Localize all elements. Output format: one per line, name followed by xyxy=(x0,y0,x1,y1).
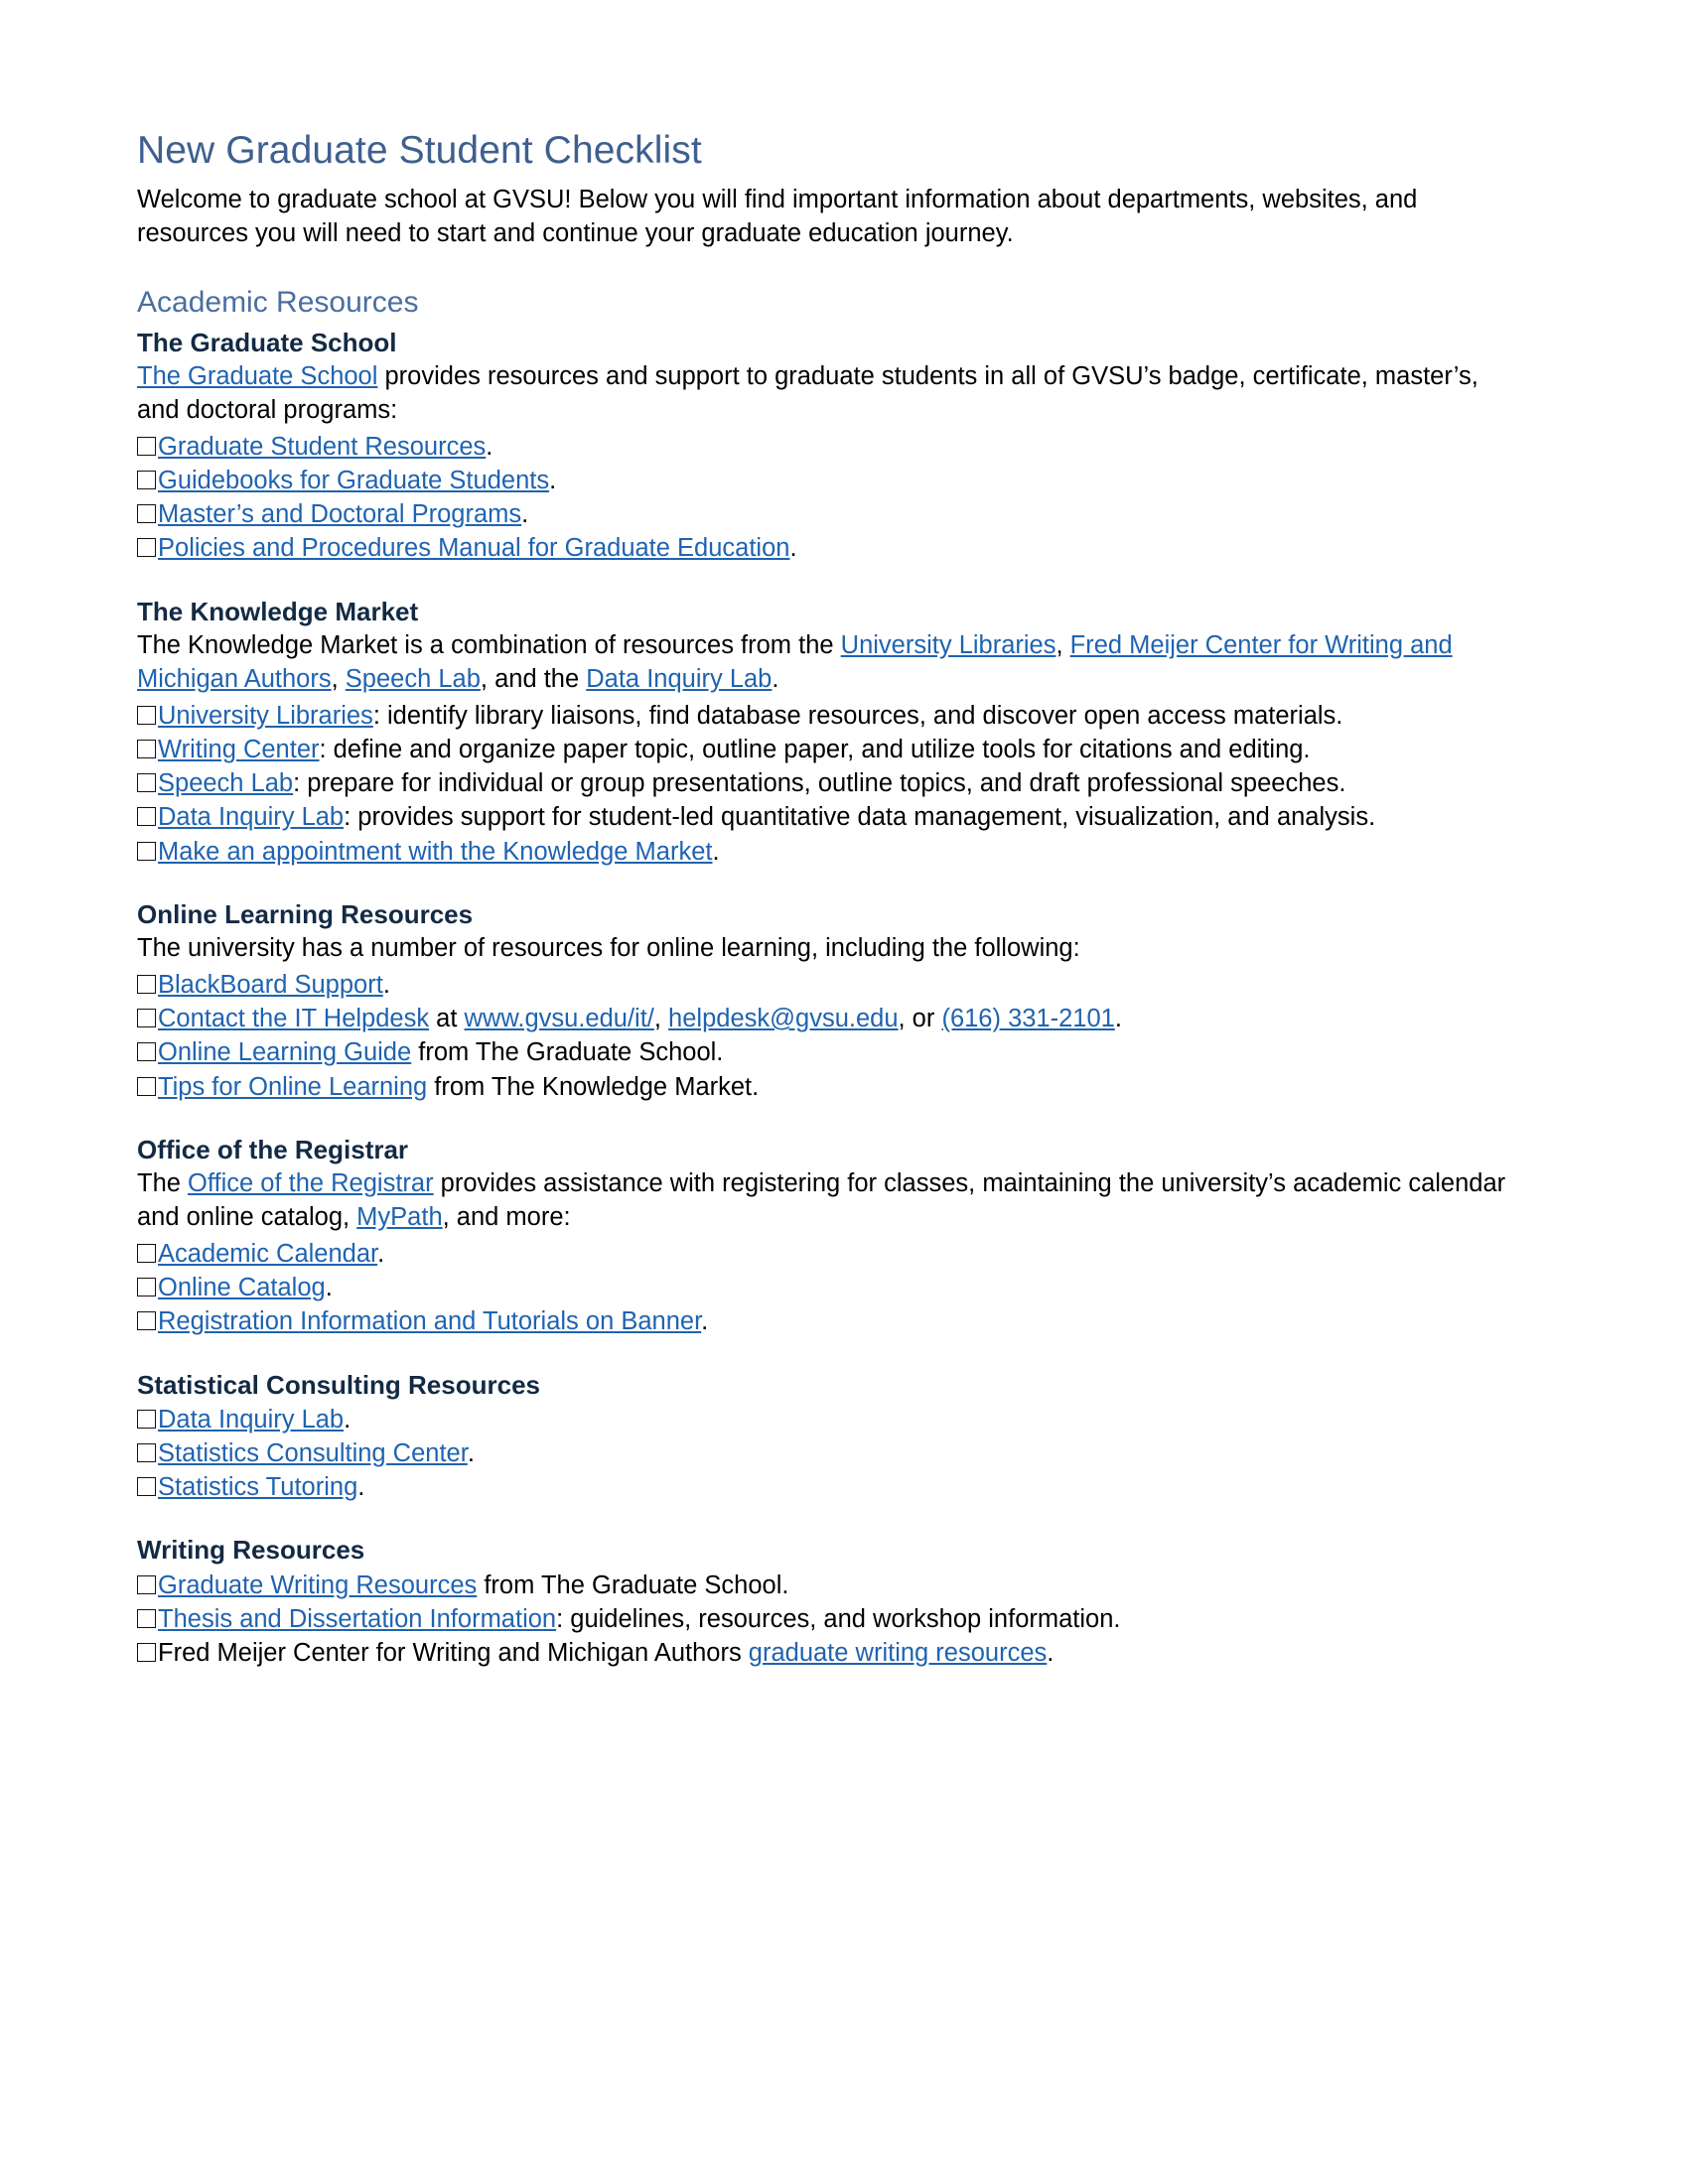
checkbox-icon[interactable] xyxy=(137,1575,156,1594)
list-item xyxy=(137,1271,1539,1304)
link-policies-and-procedures-manual[interactable]: Policies and Procedures Manual for Graduate Education xyxy=(158,534,790,563)
list-item-suffix: : define and organize paper topic, outline paper, and utilize tools for citations and editing. xyxy=(319,736,1311,764)
registrar-intro xyxy=(137,1167,1517,1235)
checkbox-icon[interactable] xyxy=(137,1443,156,1462)
helpdesk-text-3: , or xyxy=(898,1005,942,1033)
checklist-registrar xyxy=(137,1237,1539,1338)
list-item xyxy=(137,800,1539,834)
list-item-suffix: : provides support for student-led quantitative data management, visualization, and analysis. xyxy=(344,803,1376,832)
checkbox-icon[interactable] xyxy=(137,1643,156,1662)
checkbox-icon[interactable] xyxy=(137,740,156,758)
subheading-statistical-consulting-resources: Statistical Consulting Resources xyxy=(137,1369,540,1400)
list-item xyxy=(137,733,1539,766)
link-statistics-consulting-center[interactable]: Statistics Consulting Center xyxy=(158,1439,468,1468)
link-fred-meijer-center-for-writing[interactable]: Fred Meijer Center for Writing and Michigan Authors xyxy=(137,631,1453,693)
checkbox-icon[interactable] xyxy=(137,975,156,994)
list-item xyxy=(137,1070,1539,1104)
group-online-learning-resources xyxy=(137,898,1539,1104)
link-university-libraries-item[interactable]: University Libraries xyxy=(158,701,373,730)
knowledge-market-intro xyxy=(137,629,1517,697)
link-speech-lab[interactable]: Speech Lab xyxy=(345,665,481,693)
link-data-inquiry-lab-stats[interactable]: Data Inquiry Lab xyxy=(158,1406,345,1433)
list-item-suffix: . xyxy=(467,1439,475,1468)
helpdesk-text-4: . xyxy=(1114,1005,1122,1033)
checkbox-icon[interactable] xyxy=(137,471,156,489)
list-item-suffix: . xyxy=(377,1240,385,1269)
link-make-an-appointment[interactable]: Make an appointment with the Knowledge Market xyxy=(158,837,713,866)
list-item xyxy=(137,968,1539,1002)
link-university-libraries[interactable]: University Libraries xyxy=(840,631,1056,660)
checkbox-icon[interactable] xyxy=(137,706,156,725)
list-item xyxy=(137,1403,1539,1436)
link-speech-lab-item[interactable]: Speech Lab xyxy=(158,769,294,798)
list-item xyxy=(137,497,1539,531)
link-it-website[interactable]: www.gvsu.edu/it/ xyxy=(464,1005,654,1033)
list-item xyxy=(137,835,1539,869)
list-item-suffix: from The Graduate School. xyxy=(477,1570,789,1599)
checkbox-icon[interactable] xyxy=(137,1278,156,1297)
group-office-of-the-registrar xyxy=(137,1134,1539,1339)
checkbox-icon[interactable] xyxy=(137,1042,156,1061)
checkbox-icon[interactable] xyxy=(137,437,156,456)
list-item xyxy=(137,1035,1539,1069)
list-item xyxy=(137,531,1539,565)
list-item xyxy=(137,464,1539,497)
subheading-office-of-the-registrar: Office of the Registrar xyxy=(137,1134,409,1164)
link-masters-and-doctoral-programs[interactable]: Master’s and Doctoral Programs xyxy=(158,500,522,529)
list-item xyxy=(137,1002,1539,1035)
link-academic-calendar[interactable]: Academic Calendar xyxy=(158,1240,378,1269)
list-item-suffix: from The Graduate School. xyxy=(411,1038,724,1067)
list-item-suffix: . xyxy=(549,467,557,495)
section-heading-academic-resources: Academic Resources xyxy=(137,285,419,319)
link-online-catalog[interactable]: Online Catalog xyxy=(158,1274,326,1302)
checkbox-icon[interactable] xyxy=(137,1244,156,1263)
group-statistical-consulting-resources xyxy=(137,1369,1539,1505)
list-item-suffix: : identify library liaisons, find database resources, and discover open access materials. xyxy=(372,701,1343,730)
list-item-suffix: . xyxy=(521,500,529,529)
list-item xyxy=(137,1436,1539,1470)
km-intro-part2: , xyxy=(1055,631,1070,660)
registrar-intro-part1: The xyxy=(137,1169,189,1198)
checklist-graduate-school xyxy=(137,430,1539,566)
link-mypath[interactable]: MyPath xyxy=(356,1203,443,1232)
link-contact-it-helpdesk[interactable]: Contact the IT Helpdesk xyxy=(158,1005,430,1033)
page-title: New Graduate Student Checklist xyxy=(137,129,702,172)
link-fred-meijer-graduate-writing-resources[interactable]: graduate writing resources xyxy=(748,1639,1048,1668)
list-item-suffix: . xyxy=(357,1473,365,1502)
list-item-suffix: . xyxy=(712,837,720,866)
checkbox-icon[interactable] xyxy=(137,842,156,861)
graduate-school-intro xyxy=(137,360,1517,428)
link-writing-center[interactable]: Writing Center xyxy=(158,736,320,764)
list-item xyxy=(137,766,1539,800)
list-item-suffix: from The Knowledge Market. xyxy=(427,1072,760,1101)
link-data-inquiry-lab[interactable]: Data Inquiry Lab xyxy=(586,665,773,693)
checklist-online-learning xyxy=(137,968,1539,1104)
list-item xyxy=(137,1636,1539,1670)
list-item-suffix: : guidelines, resources, and workshop information. xyxy=(556,1605,1121,1634)
link-statistics-tutoring[interactable]: Statistics Tutoring xyxy=(158,1473,358,1502)
registrar-intro-part3: , and more: xyxy=(442,1203,571,1232)
list-item xyxy=(137,1237,1539,1271)
subheading-the-graduate-school: The Graduate School xyxy=(137,327,397,357)
link-office-of-the-registrar[interactable]: Office of the Registrar xyxy=(188,1169,434,1198)
list-item xyxy=(137,1304,1539,1338)
group-knowledge-market xyxy=(137,596,1539,869)
link-blackboard-support[interactable]: BlackBoard Support xyxy=(158,971,383,1000)
online-learning-intro: The university has a number of resources for online learning, including the following: xyxy=(137,934,1080,963)
list-item-suffix: . xyxy=(325,1274,333,1302)
link-helpdesk-email[interactable]: helpdesk@gvsu.edu xyxy=(668,1005,899,1033)
group-writing-resources xyxy=(137,1534,1539,1670)
checkbox-icon[interactable] xyxy=(137,1311,156,1330)
checkbox-icon[interactable] xyxy=(137,1009,156,1027)
checklist-statistical-consulting xyxy=(137,1403,1539,1504)
list-item-suffix: . xyxy=(382,971,390,1000)
subheading-writing-resources: Writing Resources xyxy=(137,1535,365,1566)
list-item xyxy=(137,699,1539,733)
checkbox-icon[interactable] xyxy=(137,538,156,557)
list-item-suffix: . xyxy=(486,432,493,461)
list-item-prefix: Fred Meijer Center for Writing and Michigan Authors xyxy=(158,1639,749,1668)
link-graduate-student-resources[interactable]: Graduate Student Resources xyxy=(158,432,487,461)
registrar-intro-part2: provides assistance with registering for classes, maintaining the university’s academic calendar and online catalog, xyxy=(137,1169,1506,1232)
link-graduate-writing-resources[interactable]: Graduate Writing Resources xyxy=(158,1570,478,1599)
checkbox-icon[interactable] xyxy=(137,773,156,792)
link-helpdesk-phone[interactable]: (616) 331-2101 xyxy=(941,1005,1115,1033)
list-item-suffix: : prepare for individual or group presentations, outline topics, and draft professional speeches. xyxy=(293,769,1346,798)
checkbox-icon[interactable] xyxy=(137,807,156,826)
subheading-the-knowledge-market: The Knowledge Market xyxy=(137,596,419,626)
list-item-suffix: . xyxy=(344,1406,352,1433)
checkbox-icon[interactable] xyxy=(137,1077,156,1096)
list-item xyxy=(137,430,1539,464)
link-tips-for-online-learning[interactable]: Tips for Online Learning xyxy=(158,1072,428,1101)
section-academic-resources xyxy=(137,285,1539,1671)
link-the-graduate-school[interactable]: The Graduate School xyxy=(137,362,378,391)
list-item xyxy=(137,1602,1539,1636)
km-intro-part4: , and the xyxy=(480,665,587,693)
helpdesk-text-2: , xyxy=(653,1005,669,1033)
link-data-inquiry-lab-item[interactable]: Data Inquiry Lab xyxy=(158,803,345,832)
checklist-writing-resources xyxy=(137,1569,1539,1670)
intro-paragraph: Welcome to graduate school at GVSU! Below you will find important information about departments, websites, and resources you will need to start and continue your graduate education journey. xyxy=(137,185,1418,247)
checkbox-icon[interactable] xyxy=(137,1477,156,1496)
list-item-suffix: . xyxy=(701,1307,709,1336)
link-guidebooks-for-graduate-students[interactable]: Guidebooks for Graduate Students xyxy=(158,467,550,495)
link-online-learning-guide[interactable]: Online Learning Guide xyxy=(158,1038,412,1067)
link-registration-information-banner[interactable]: Registration Information and Tutorials on Banner xyxy=(158,1307,702,1336)
km-intro-part5: . xyxy=(772,665,779,693)
link-thesis-and-dissertation-information[interactable]: Thesis and Dissertation Information xyxy=(158,1605,557,1634)
km-intro-part3: , xyxy=(331,665,346,693)
checkbox-icon[interactable] xyxy=(137,1609,156,1628)
helpdesk-text-1: at xyxy=(429,1005,465,1033)
list-item-suffix: . xyxy=(1047,1639,1055,1668)
checklist-knowledge-market xyxy=(137,699,1539,869)
km-intro-part1: The Knowledge Market is a combination of resources from the xyxy=(137,631,841,660)
graduate-school-intro-text: provides resources and support to graduate students in all of GVSU’s badge, certificate, master’s, and doctoral programs: xyxy=(137,362,1478,425)
checkbox-icon[interactable] xyxy=(137,504,156,523)
subheading-online-learning-resources: Online Learning Resources xyxy=(137,898,474,929)
list-item-suffix: . xyxy=(789,534,797,563)
checkbox-icon[interactable] xyxy=(137,1410,156,1429)
list-item xyxy=(137,1470,1539,1504)
list-item xyxy=(137,1569,1539,1602)
